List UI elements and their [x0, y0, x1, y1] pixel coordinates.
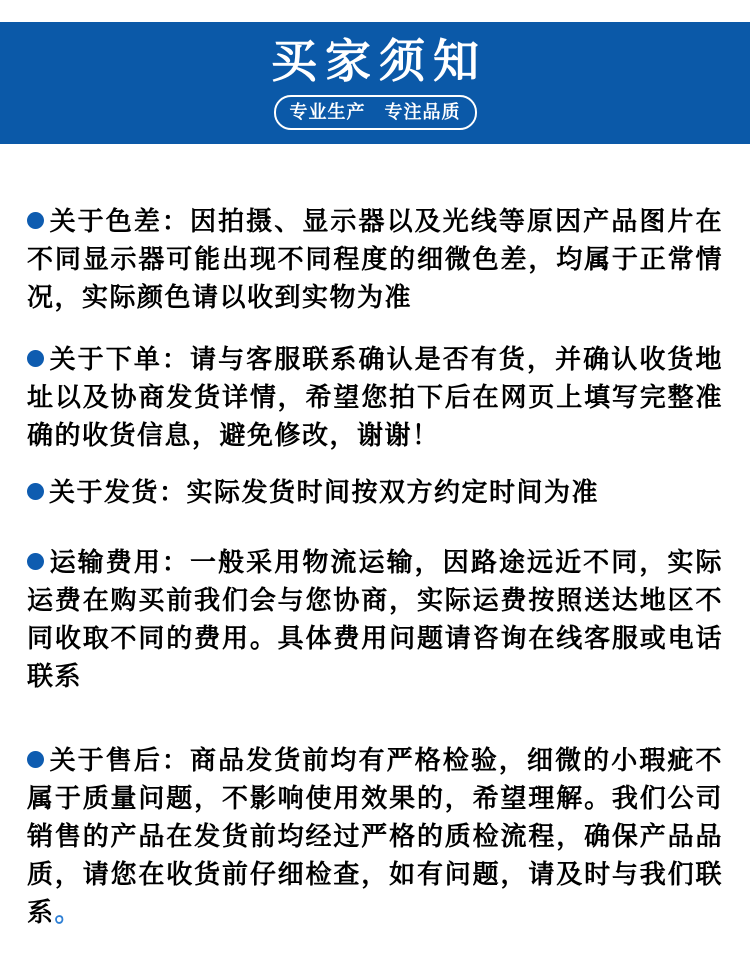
notice-text: 关于下单：请与客服联系确认是否有货，并确认收货地址以及协商发货详情，希望您拍下后在网页上填写完整准确的收货信息，避免修改，谢谢！: [27, 344, 723, 450]
bullet-icon: [27, 553, 44, 570]
notice-final-period: 。: [54, 897, 83, 927]
notice-text: 关于售后：商品发货前均有严格检验，细微的小瑕疵不属于质量问题，不影响使用效果的，希望理解。我们公司销售的产品在发货前均经过严格的质检流程，确保产品品质，请您在收货前仔细检查，如有问题，请及时与我们联系: [27, 745, 723, 927]
notice-text: 关于发货：实际发货时间按双方约定时间为准: [49, 477, 600, 507]
bullet-icon: [27, 751, 44, 768]
slogan-text: 专业生产 专注品质: [289, 102, 461, 123]
notice-freight-cost: [27, 543, 723, 695]
notice-ordering: [27, 340, 723, 454]
bullet-icon: [27, 350, 44, 367]
page-title: 买家须知: [271, 34, 487, 87]
slogan-badge: [274, 95, 477, 130]
buyer-notice-page: [0, 22, 750, 957]
bullet-icon: [27, 483, 44, 500]
notice-text: 运输费用：一般采用物流运输，因路途远近不同，实际运费在购买前我们会与您协商，实际运费按照送达地区不同收取不同的费用。具体费用问题请咨询在线客服或电话联系: [27, 547, 723, 691]
header-banner: [0, 22, 750, 144]
notice-color-difference: [27, 202, 723, 316]
notice-text: 关于色差：因拍摄、显示器以及光线等原因产品图片在不同显示器可能出现不同程度的细微色差，均属于正常情况，实际颜色请以收到实物为准: [27, 206, 723, 312]
bullet-icon: [27, 212, 44, 229]
notice-list: [0, 202, 750, 931]
notice-shipping: [27, 473, 723, 511]
notice-after-sales: [27, 741, 723, 931]
